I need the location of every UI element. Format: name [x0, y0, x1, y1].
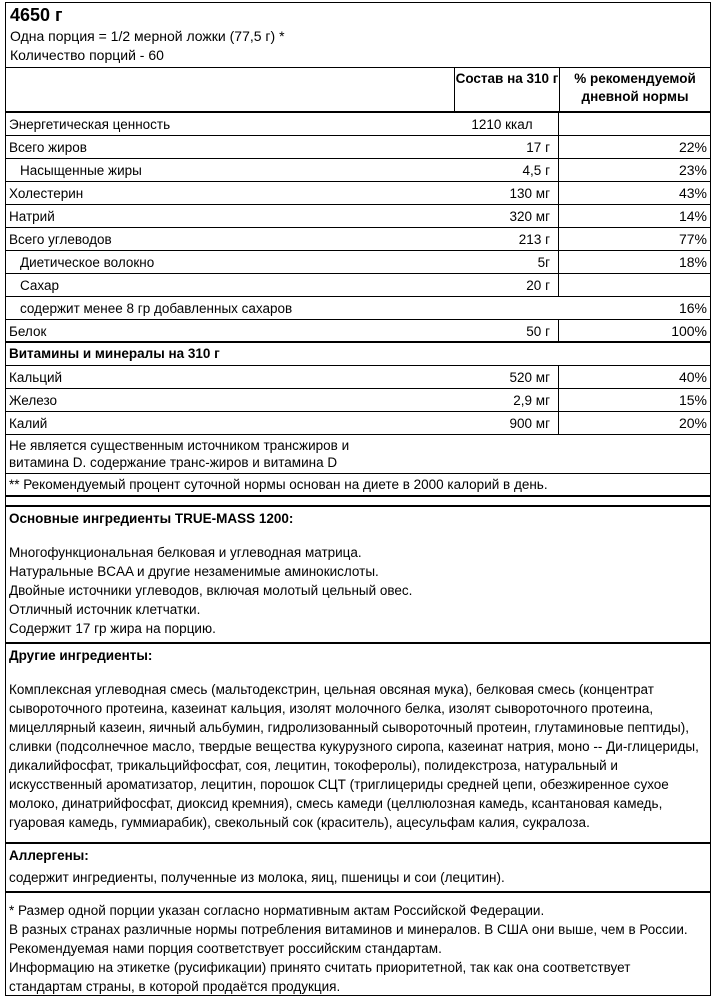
vitamin-amount: 900 мг — [454, 412, 559, 434]
table-row — [6, 159, 710, 182]
nutrient-amount: 130 мг — [454, 182, 559, 204]
vitamins-title: Витамины и минералы на 310 г — [6, 343, 710, 366]
allergens-section — [6, 844, 710, 893]
nutrient-name: Белок — [9, 324, 47, 339]
table-row — [6, 251, 710, 274]
nutrient-dv — [559, 113, 710, 135]
vitamin-name: Кальций — [9, 370, 63, 385]
table-row — [6, 297, 710, 320]
vitamin-dv: 20% — [678, 415, 707, 431]
table-row — [6, 412, 710, 435]
nutrient-dv: 18% — [678, 254, 707, 270]
main-ingredient-line: Двойные источники углеводов, включая молотый цельный овес. — [9, 583, 413, 598]
vitamin-dv: 15% — [678, 392, 707, 408]
table-row — [6, 389, 710, 412]
nutrient-name: Энергетическая ценность — [9, 117, 171, 132]
table-row — [6, 274, 710, 297]
nutrition-label — [5, 2, 711, 996]
table-header — [6, 68, 710, 113]
nutrient-amount: 213 г — [454, 228, 559, 250]
table-row — [6, 113, 710, 136]
vitamins-table — [6, 366, 710, 435]
main-ingredients-title: Основные ингредиенты TRUE-MASS 1200: — [9, 511, 294, 526]
nutrient-name: Диетическое волокно — [20, 255, 155, 270]
nutrient-amount: 20 г — [454, 274, 559, 296]
table-row — [6, 205, 710, 228]
amount-column-header: Состав на 310 г — [455, 68, 560, 111]
trans-fat-note: Не является существенным источником трансжиров и витамина D. содержание транс-жиров и витамина D — [9, 438, 350, 470]
nutrient-name: Насыщенные жиры — [20, 163, 142, 178]
servings-count: Количество порций - 60 — [6, 46, 710, 68]
other-ingredients-title: Другие ингредиенты: — [9, 648, 153, 663]
dv-column-header: % рекомендуемой дневной нормы — [574, 71, 696, 104]
allergens-text: содержит ингредиенты, полученные из молока, яиц, пшеницы и сои (лецитин). — [9, 870, 505, 885]
nutrient-name: Холестерин — [9, 186, 84, 201]
nutrient-amount: 17 г — [454, 136, 559, 158]
vitamin-name: Железо — [9, 393, 57, 408]
nutrient-dv: 23% — [678, 162, 707, 178]
footnote-line: * Размер одной порции указан согласно нормативным актам Российской Федерации. — [9, 903, 545, 918]
daily-value-note: ** Рекомендуемый процент суточной нормы основан на диете в 2000 калорий в день. — [6, 473, 710, 497]
nutrient-amount: 50 г — [454, 320, 559, 341]
nutrient-amount: 4,5 г — [454, 159, 559, 181]
table-row — [6, 136, 710, 159]
main-ingredients-section — [6, 505, 710, 644]
nutrient-dv: 43% — [678, 185, 707, 201]
nutrient-name: Всего жиров — [9, 140, 87, 155]
nutrients-table — [6, 113, 710, 343]
other-ingredients-section — [6, 644, 710, 844]
serving-size: Одна порция = 1/2 мерной ложки (77,5 г) * — [10, 28, 285, 44]
vitamin-name: Калий — [9, 416, 48, 431]
nutrient-dv: 16% — [678, 300, 707, 316]
nutrient-name: содержит менее 8 гр добавленных сахаров — [20, 301, 293, 316]
main-ingredient-line: Многофункциональная белковая и углеводная матрица. — [9, 545, 362, 560]
footnote-line: Информацию на этикетке (русификации) принято считать приоритетной, так как она соответствует стандартам страны, в которой продаётся продукция. — [9, 960, 631, 994]
nutrient-dv: 14% — [678, 208, 707, 224]
main-ingredient-line: Натуральные BCAA и другие незаменимые аминокислоты. — [9, 564, 379, 579]
nutrient-dv: 77% — [678, 231, 707, 247]
package-weight: 4650 г — [10, 5, 63, 25]
nutrient-name: Сахар — [20, 278, 60, 293]
nutrient-amount — [454, 297, 559, 319]
nutrient-amount: 5г — [454, 251, 559, 273]
vitamin-dv: 40% — [678, 369, 707, 385]
vitamin-amount: 520 мг — [454, 366, 559, 388]
main-ingredient-line: Содержит 17 гр жира на порцию. — [9, 621, 216, 636]
table-row — [6, 182, 710, 205]
nutrient-dv: 22% — [678, 139, 707, 155]
table-row — [6, 320, 710, 343]
allergens-title: Аллергены: — [9, 848, 89, 863]
other-ingredients-text: Комплексная углеводная смесь (мальтодекстрин, цельная овсяная мука), белковая смесь (концентрат сывороточного протеина, казеинат кальция, изолят молочного белка, изолят сывороточного протеина, мицеллярный казеин, яичный альбумин, гидролизованный сывороточный протеин, глутаминовые пептиды), сливки (подсолнечное масло, твердые вещества кукурузного сиропа, казеинат натрия, моно -- Ди-глицериды, дикалийфосфат, трикальцийфосфат, соя, лецитин, токоферолы), полидекстроза, натуральный и искусственный ароматизатор, лецитин, порошок СЦТ (триглицериды средней цепи, обезжиренное сухое молоко, динатрийфосфат, диоксид кремния), смесь камеди (целлюлозная камедь, ксантановая камедь, гуаровая камедь, гуммиарабик), свекольный сок (краситель), ацесульфам калия, сукралоза. — [9, 682, 699, 830]
nutrient-amount: 320 мг — [454, 205, 559, 227]
footnote-line: В разных странах различные нормы потребления витаминов и минералов. В США они выше, чем в России. Рекомендуемая нами порция соответствует российским стандартам. — [9, 922, 688, 956]
footnote-section — [6, 893, 710, 996]
nutrient-amount: 1210 ккал — [454, 113, 559, 135]
nutrient-name: Натрий — [9, 209, 55, 224]
vitamin-amount: 2,9 мг — [454, 389, 559, 411]
table-row — [6, 228, 710, 251]
table-row — [6, 366, 710, 389]
nutrient-name: Всего углеводов — [9, 232, 112, 247]
main-ingredient-line: Отличный источник клетчатки. — [9, 602, 201, 617]
nutrient-dv — [559, 274, 710, 296]
nutrient-dv: 100% — [671, 323, 707, 339]
